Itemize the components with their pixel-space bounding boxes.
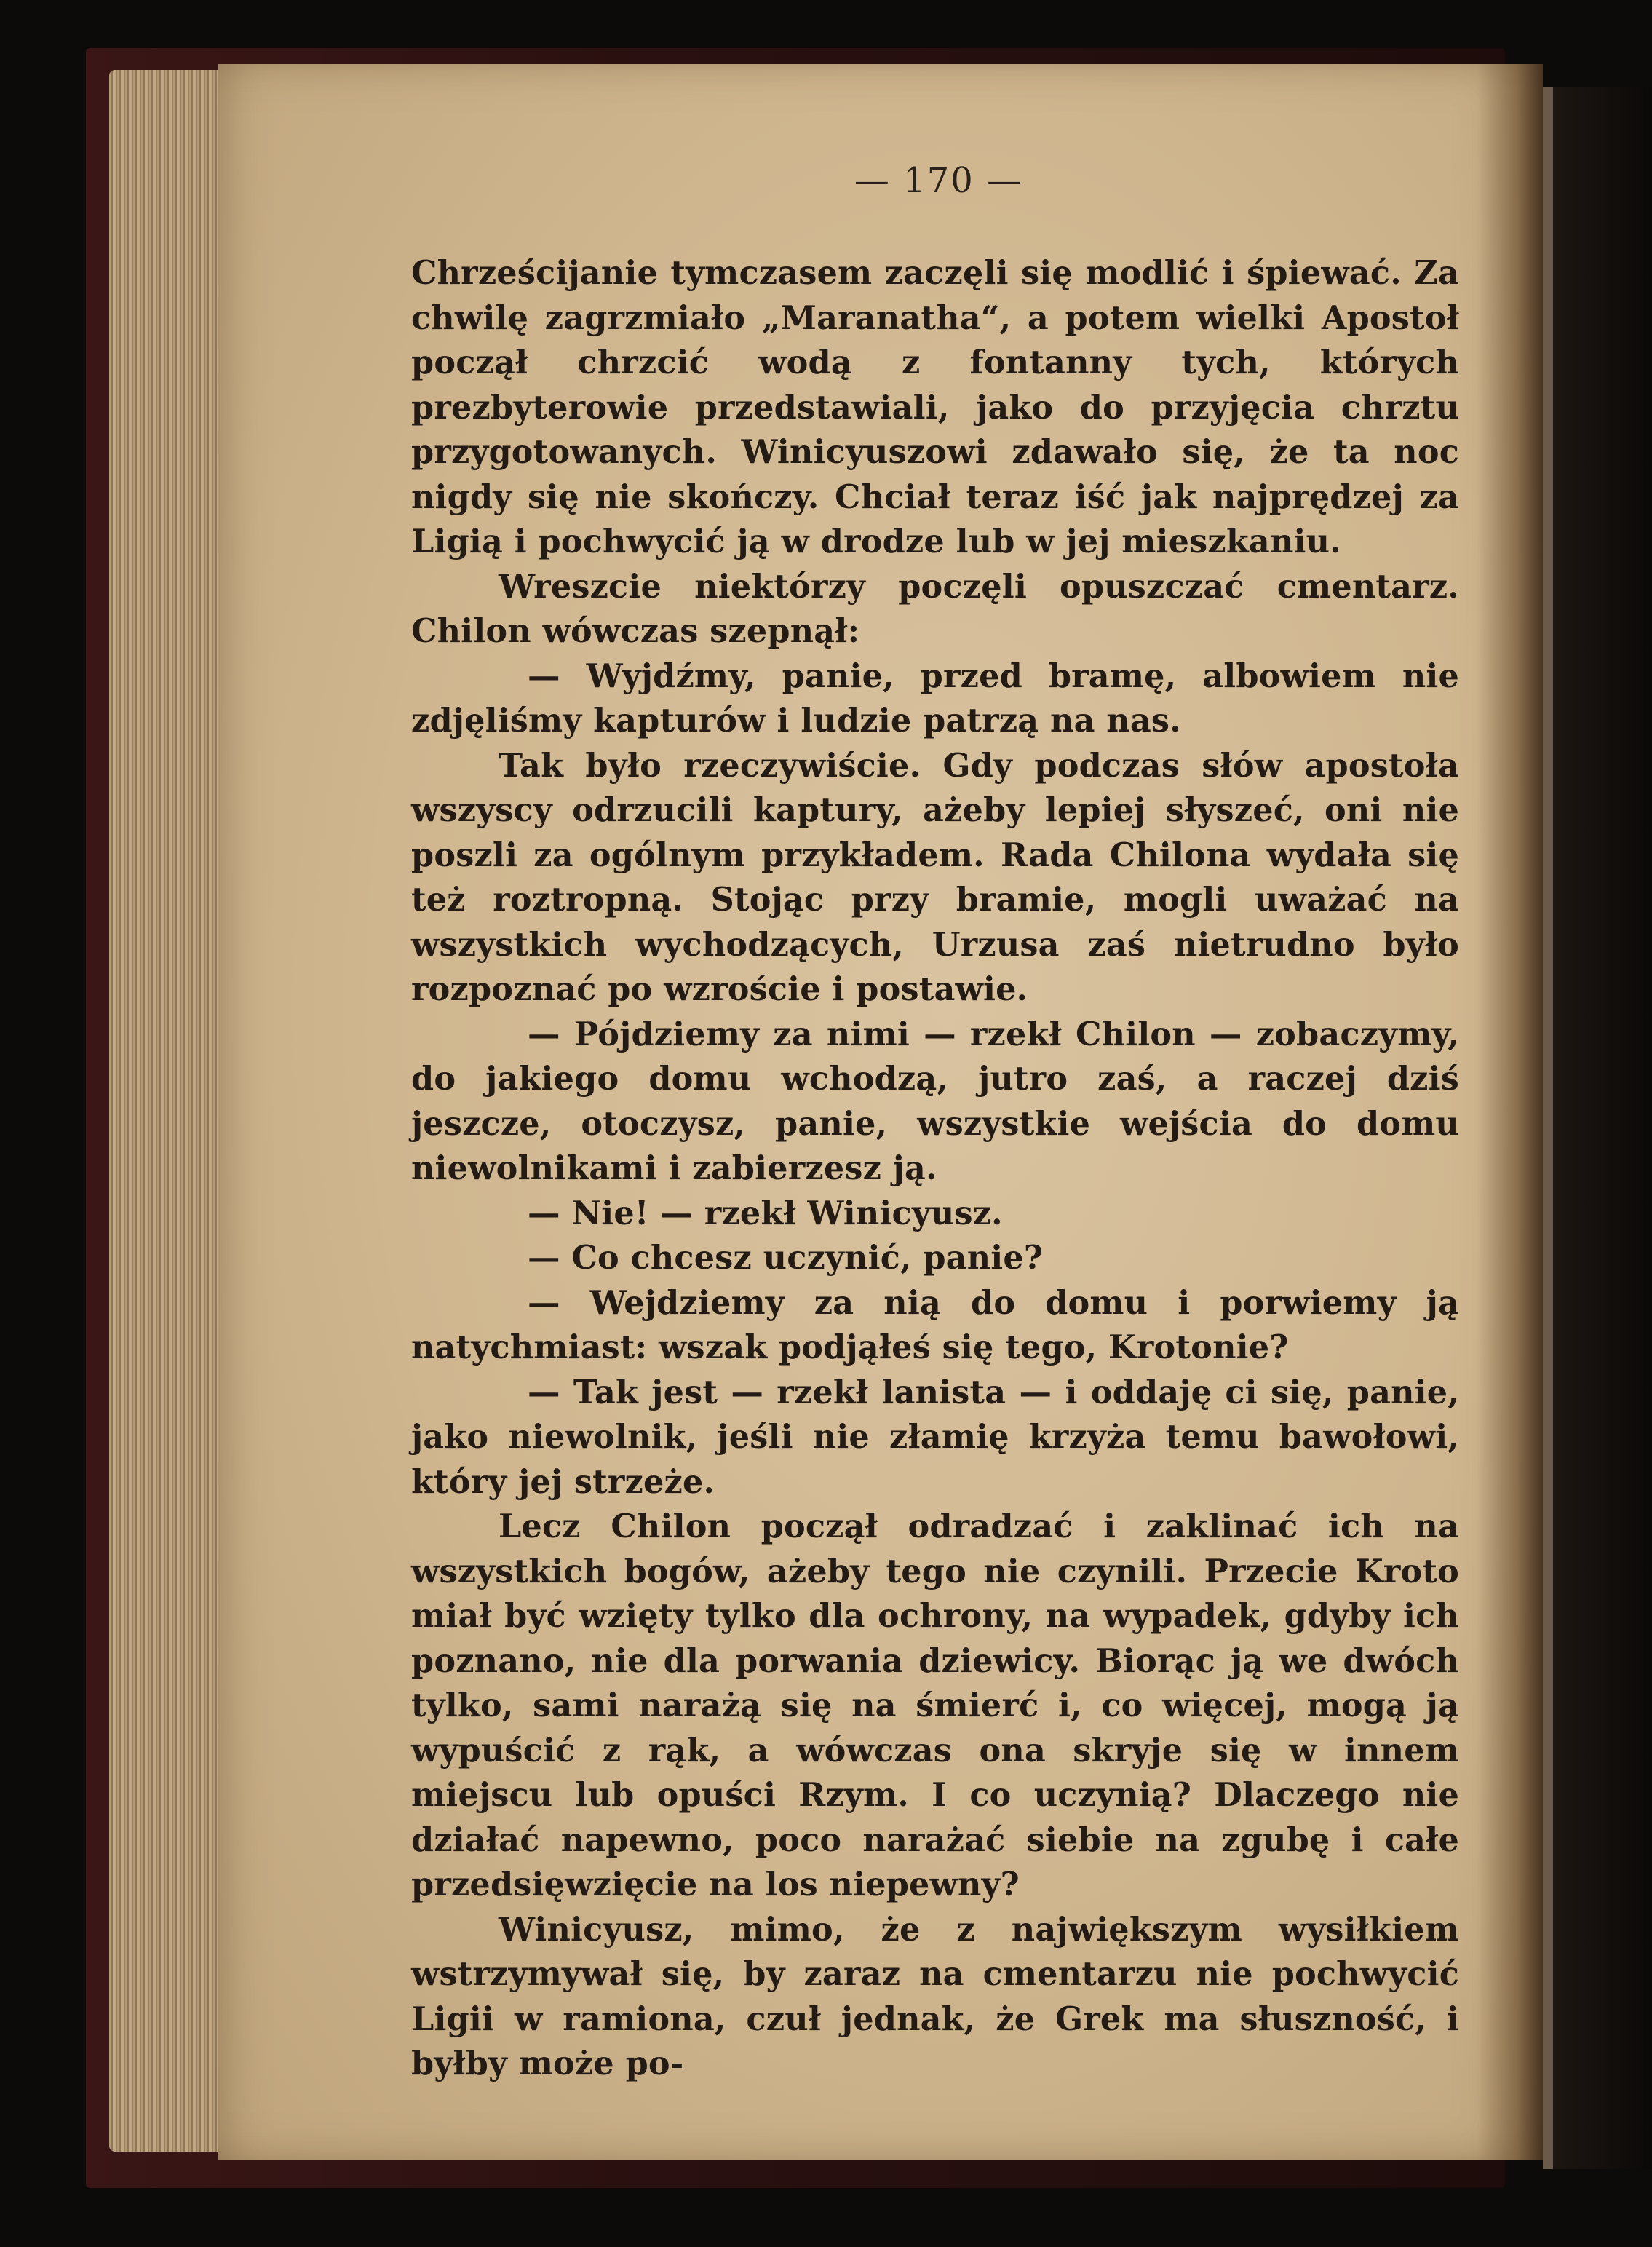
page-gutter-shadow (1477, 64, 1543, 2160)
page-sliver (1543, 87, 1553, 2169)
paragraph: Lecz Chilon począł odradzać i zaklinać ich na wszystkich bogów, ażeby tego nie czynili. Przecie Kroto miał być wzięty tylko dla ochrony, na wypadek, gdyby ich poznano, nie dla porwania dziewicy. Biorąc ją we dwóch tylko, sami narażą się na śmierć i, co więcej, mogą ją wypuścić z rąk, a wówczas ona skryje się w innem miejscu lub opuści Rzym. I co uczynią? Dlaczego nie działać napewno, poco narażać siebie na zgubę i całe przedsięwzięcie na los niepewny? (411, 1507, 1459, 1903)
dialogue-line: — Wyjdźmy, panie, przed bramę, albowiem nie zdjęliśmy kapturów i ludzie patrzą na nas. (411, 657, 1459, 740)
dialogue-line: — Tak jest — rzekł lanista — i oddaję ci się, panie, jako niewolnik, jeśli nie złamię krzyża temu bawołowi, który jej strzeże. (411, 1373, 1459, 1501)
page-body-text (411, 251, 1459, 2087)
next-page-edge (1543, 87, 1652, 2169)
page-number-header: — 170 — (854, 160, 1024, 201)
dialogue-line: — Wejdziemy za nią do domu i porwiemy ją natychmiast: wszak podjąłeś się tego, Krotonie? (411, 1283, 1459, 1366)
paragraph: Chrześcijanie tymczasem zaczęli się modlić i śpiewać. Za chwilę zagrzmiało „Maranatha“, a potem wielki Apostoł począł chrzcić wodą z fontanny tych, których prezbyterowie przedstawiali, jako do przyjęcia chrztu przygotowanych. Winicyuszowi zdawało się, że ta noc nigdy się nie skończy. Chciał teraz iść jak najprędzej za Ligią i pochwycić ją w drodze lub w jej mieszkaniu. (411, 254, 1459, 560)
dialogue-line: — Co chcesz uczynić, panie? (528, 1239, 1044, 1277)
dialogue-line: — Pójdziemy za nimi — rzekł Chilon — zobaczymy, do jakiego domu wchodzą, jutro zaś, a raczej dziś jeszcze, otoczysz, panie, wszystkie wejścia do domu niewolnikami i zabierzesz ją. (411, 1015, 1459, 1187)
dialogue-line: — Nie! — rzekł Winicyusz. (528, 1194, 1003, 1232)
paragraph: Tak było rzeczywiście. Gdy podczas słów apostoła wszyscy odrzucili kaptury, ażeby lepiej słyszeć, oni nie poszli za ogólnym przykładem. Rada Chilona wydała się też roztropną. Stojąc przy bramie, mogli uważać na wszystkich wychodzących, Urzusa zaś nietrudno było rozpoznać po wzroście i postawie. (411, 746, 1459, 1008)
paragraph: Wreszcie niektórzy poczęli opuszczać cmentarz. Chilon wówczas szepnął: (411, 567, 1459, 650)
paragraph: Winicyusz, mimo, że z największym wysiłkiem wstrzymywał się, by zaraz na cmentarzu nie pochwycić Ligii w ramiona, czuł jednak, że Grek ma słuszność, i byłby może po- (411, 1910, 1459, 2082)
